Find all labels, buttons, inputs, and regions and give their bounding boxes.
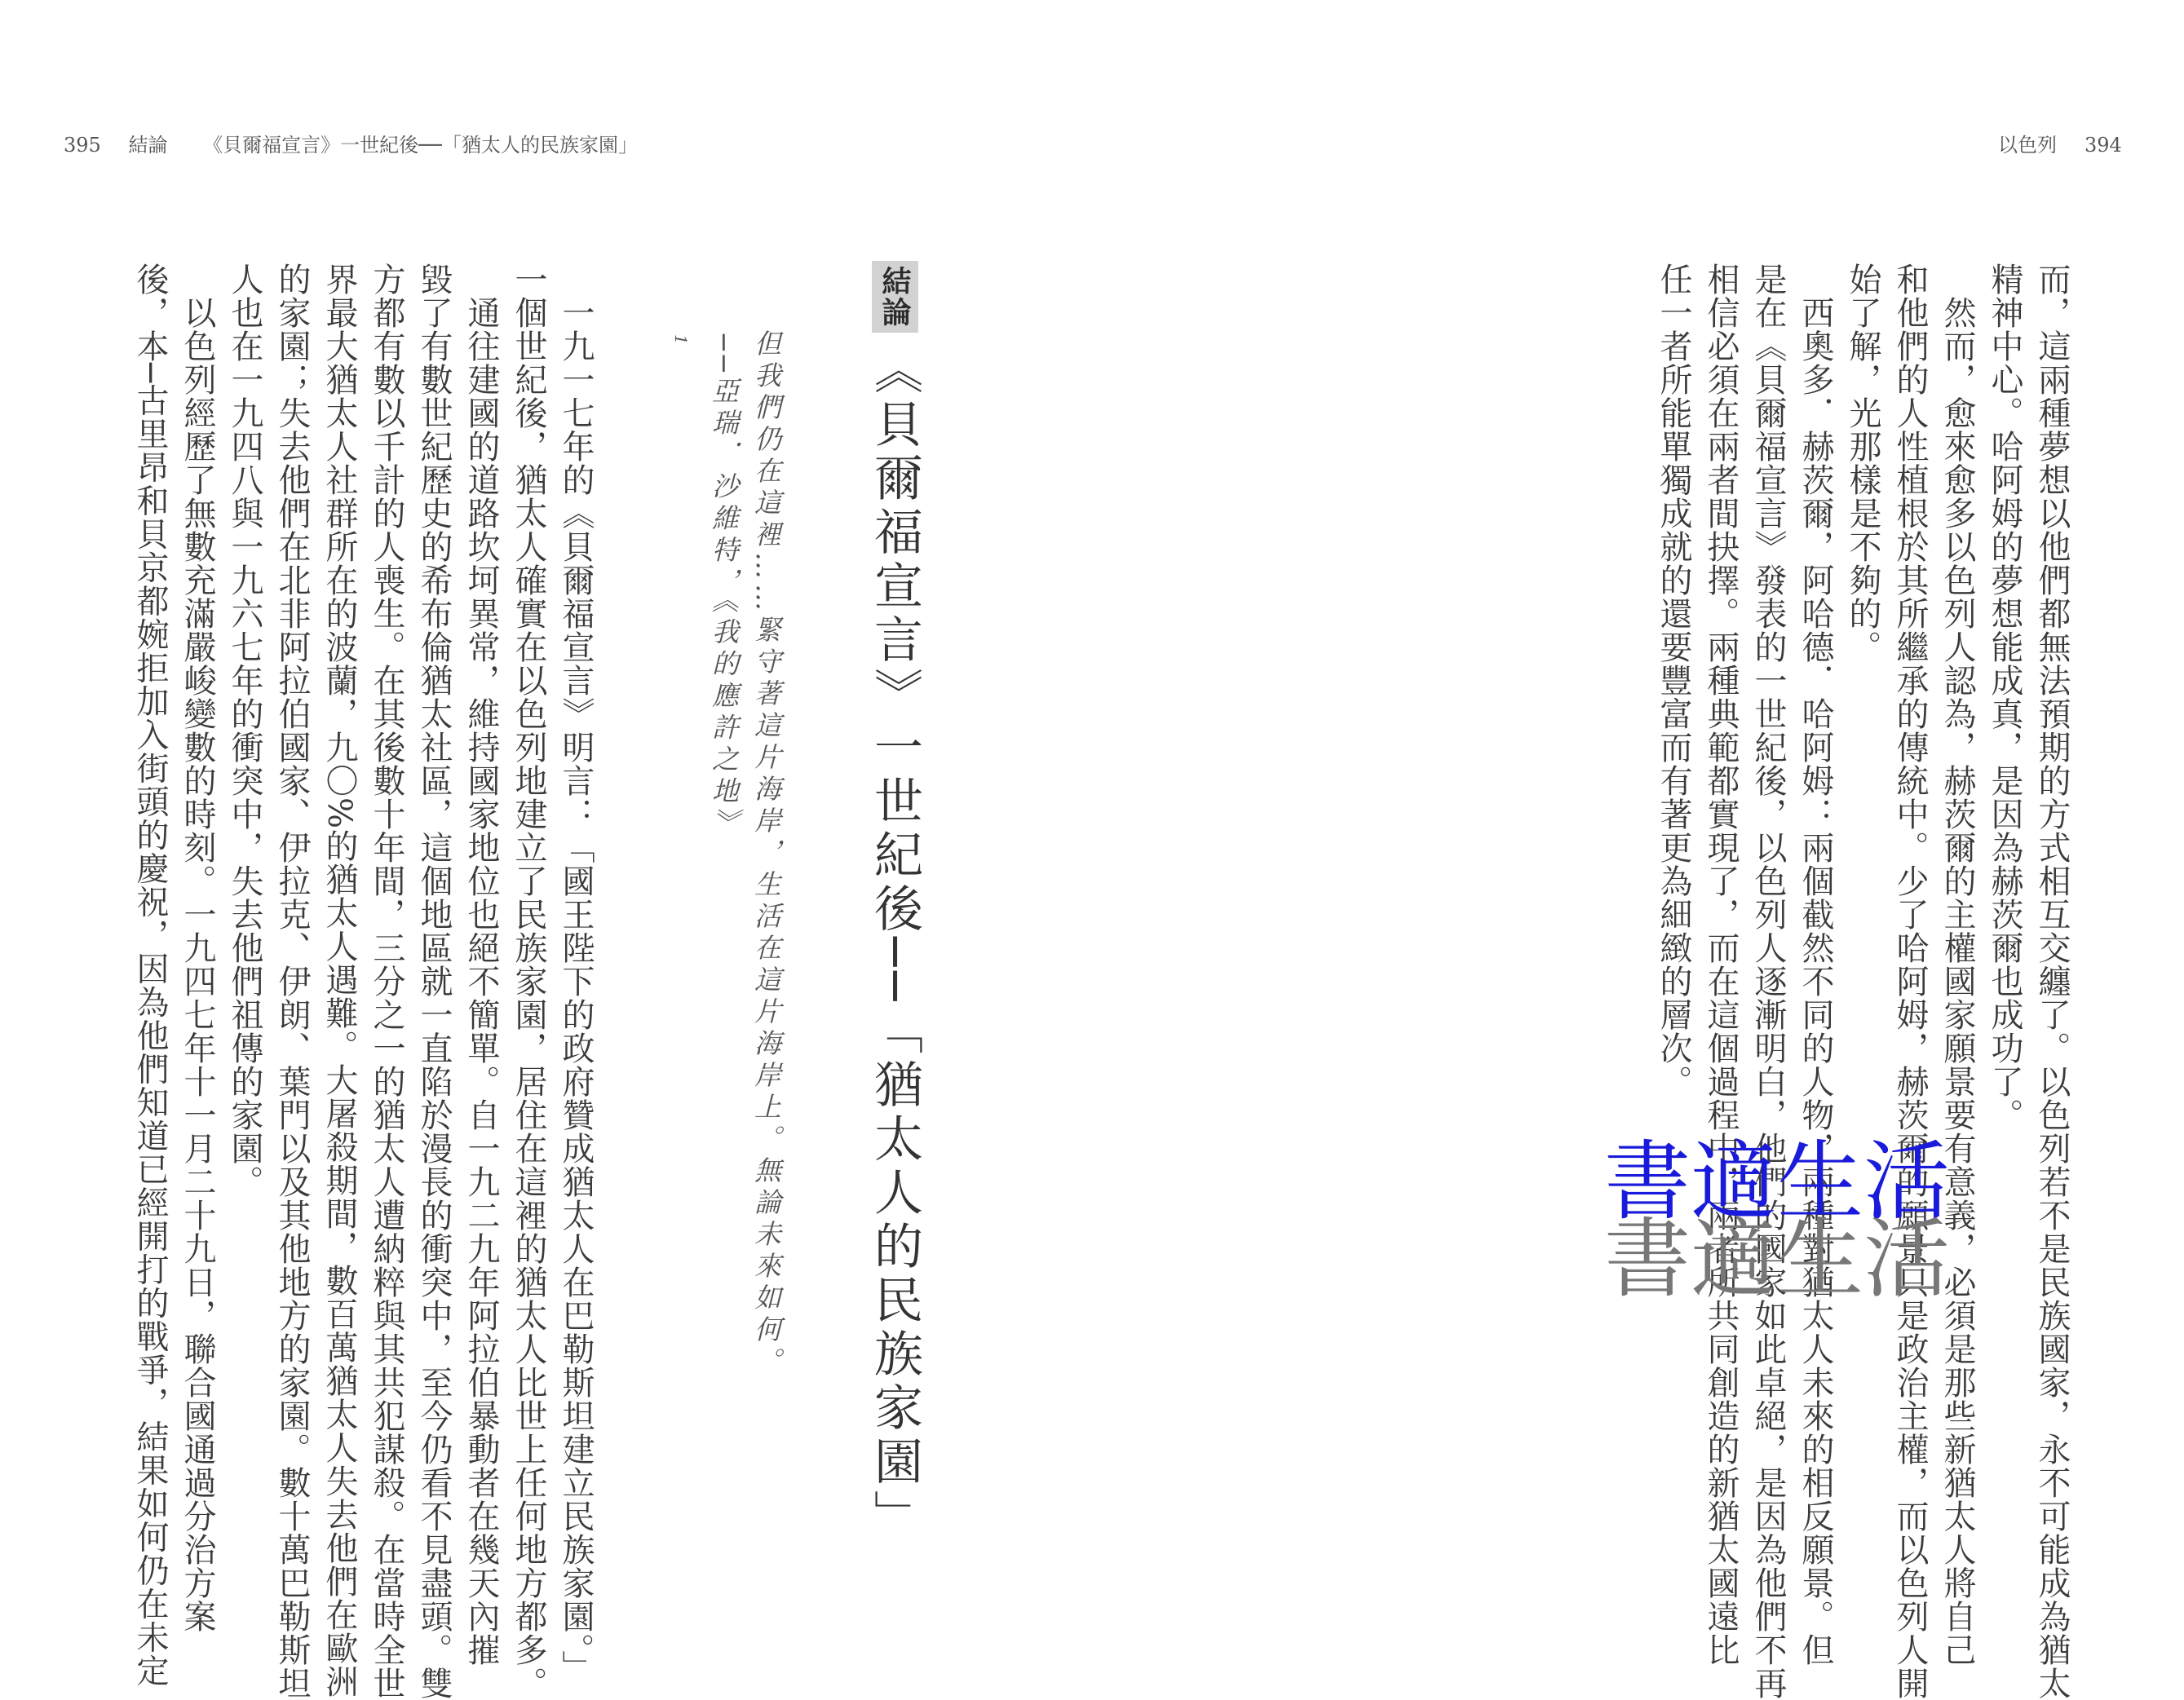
epigraph-quote: 但我們仍在這裡……緊守著這片海岸，生活在這片海岸上。無論未來如何。 bbox=[750, 329, 782, 1379]
watermark-blue: 書適生活 bbox=[1604, 1132, 1950, 1232]
chapter-label: 結論 bbox=[872, 261, 918, 333]
header-section: 結論 bbox=[128, 134, 168, 157]
paragraph-line: 任一者所能單獨成就的還要豐富而有著更為細緻的層次。 bbox=[1655, 263, 1692, 1098]
chapter-heading bbox=[840, 261, 930, 1544]
paragraph-line: 的家園；失去他們在北非阿拉伯國家、伊拉克、伊朗、葉門以及其他地方的家園。數十萬巴勒斯坦 bbox=[273, 263, 311, 1700]
paragraph-line: 是在《貝爾福宣言》發表的一世紀後，以色列人逐漸明白，他們的國家如此卓絕，是因為他們不再 bbox=[1749, 263, 1787, 1700]
paragraph-line: 而，這兩種夢想以他們都無法預期的方式相互交纏了。以色列若不是民族國家，永不可能成為猶太 bbox=[2033, 263, 2071, 1700]
paragraph-line: 後，本─古里昂和貝京都婉拒加入街頭的慶祝，因為他們知道已經開打的戰爭，結果如何仍在未定 bbox=[131, 263, 169, 1688]
paragraph-line: 然而，愈來愈多以色列人認為，赫茨爾的主權國家願景要有意義，必須是那些新猶太人將自己 bbox=[1939, 263, 1976, 1667]
running-header-left bbox=[64, 129, 638, 157]
paragraph-line: 方都有數以千計的人喪生。在其後數十年間，三分之一的猶太人遭納粹與其共犯謀殺。在當時全世 bbox=[368, 263, 405, 1700]
footnote-marker: 1 bbox=[671, 334, 691, 350]
header-book-title: 以色列 bbox=[1998, 134, 2057, 157]
paragraph-line: 相信必須在兩者間抉擇。兩種典範都實現了，而在這個過程中，兩者所共同創造的新猶太國遠比 bbox=[1702, 263, 1740, 1667]
epigraph-source bbox=[660, 334, 745, 1349]
chapter-title: 《貝爾福宣言》一世紀後──「猶太人的民族家園」 bbox=[866, 345, 923, 1544]
paragraph-line: 通往建國的道路坎坷異常，維持國家地位也絕不簡單。自一九二九年阿拉伯暴動者在幾天內摧 bbox=[462, 263, 500, 1667]
paragraph-line: 西奧多．赫茨爾，阿哈德．哈阿姆：兩個截然不同的人物，兩種對猶太人未來的相反願景。但 bbox=[1797, 263, 1834, 1667]
paragraph-line: 始了解，光那樣是不夠的。 bbox=[1844, 263, 1881, 664]
paragraph-line: 一個世紀後，猶太人確實在以色列地建立了民族家園，居住在這裡的猶太人比世上任何地方都多。 bbox=[510, 263, 547, 1700]
paragraph-line: 毀了有數世紀歷史的希布倫猶太社區，這個地區就一直陷於漫長的衝突中，至今仍看不見盡頭。雙 bbox=[415, 263, 453, 1700]
paragraph-line: 以色列經歷了無數充滿嚴峻變數的時刻。一九四七年十一月二十九日，聯合國通過分治方案 bbox=[179, 263, 216, 1633]
epigraph bbox=[671, 329, 787, 1379]
watermark-gray: 書適生活 bbox=[1604, 1209, 1950, 1309]
paragraph-line: 界最大猶太人社群所在的波蘭，九〇%的猶太人遇難。大屠殺期間，數百萬猶太人失去他們在歐洲 bbox=[321, 263, 358, 1699]
paragraph-line: 人也在一九四八與一九六七年的衝突中，失去他們祖傳的家園。 bbox=[226, 263, 263, 1199]
left-page-body bbox=[131, 263, 599, 1700]
header-chapter-title: 《貝爾福宣言》一世紀後──「猶太人的民族家園」 bbox=[203, 134, 638, 157]
page-number-left: 395 bbox=[64, 134, 101, 157]
page-number-right: 394 bbox=[2085, 134, 2122, 157]
running-header-right bbox=[1998, 129, 2122, 157]
epigraph-attribution: ──亞瑞．沙維特，《我的應許之地》 bbox=[708, 334, 740, 841]
paragraph-line: 一九一七年的《貝爾福宣言》明言：「國王陛下的政府贊成猶太人在巴勒斯坦建立民族家園。」 bbox=[557, 263, 595, 1684]
paragraph-line: 和他們的人性植根於其所繼承的傳統中。少了哈阿姆，赫茨爾的願景只是政治主權，而以色列人開 bbox=[1891, 263, 1929, 1700]
paragraph-line: 精神中心。哈阿姆的夢想能成真，是因為赫茨爾也成功了。 bbox=[1986, 263, 2023, 1132]
